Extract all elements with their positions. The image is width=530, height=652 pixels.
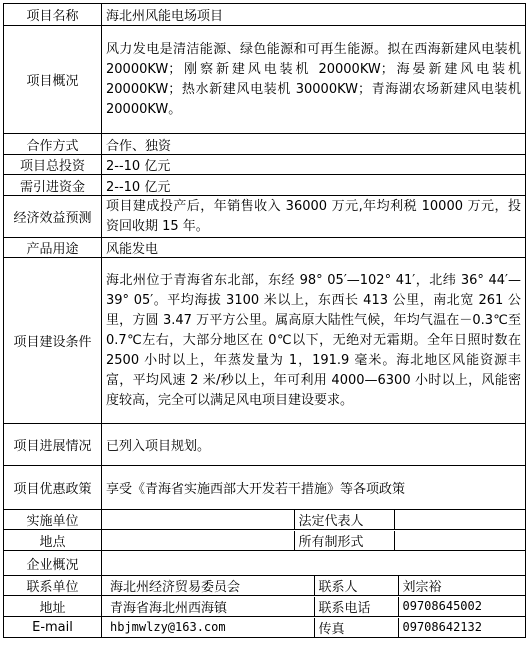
email-subtable	[106, 618, 521, 637]
cooperation-label: 合作方式	[4, 134, 102, 155]
row-overview	[4, 26, 526, 134]
funds-needed-value: 2--10 亿元	[102, 175, 526, 196]
email-label: E-mail	[4, 617, 102, 638]
progress-value: 已列入项目规划。	[102, 424, 526, 466]
contact-person-label: 联系人	[314, 576, 398, 595]
address-subtable	[106, 597, 521, 616]
project-info-table	[3, 3, 526, 638]
row-company-overview	[4, 551, 526, 576]
funds-needed-label: 需引进资金	[4, 175, 102, 196]
email-value: hbjmwlzy@163.com	[110, 620, 226, 634]
row-address	[4, 596, 526, 617]
row-product-use	[4, 238, 526, 258]
company-overview-label: 企业概况	[4, 551, 102, 576]
phone-value: 09708645002	[398, 597, 521, 616]
progress-label: 项目进展情况	[4, 424, 102, 466]
economic-benefit-label: 经济效益预测	[4, 196, 102, 238]
implementing-unit-cell	[102, 510, 526, 530]
row-total-investment	[4, 155, 526, 175]
implementing-unit-subtable	[106, 510, 521, 529]
policy-value: 享受《青海省实施西部大开发若干措施》等各项政策	[102, 466, 526, 510]
contact-unit-value: 海北州经济贸易委员会	[110, 580, 241, 595]
policy-label: 项目优惠政策	[4, 466, 102, 510]
contact-person-value: 刘宗裕	[398, 576, 521, 595]
location-label: 地点	[4, 530, 102, 551]
fax-value: 09708642132	[398, 618, 521, 637]
ownership-value	[394, 531, 521, 550]
phone-label: 联系电话	[314, 597, 398, 616]
construction-conditions-label: 项目建设条件	[4, 258, 102, 424]
address-value: 青海省海北州西海镇	[110, 600, 228, 616]
email-cell	[102, 617, 526, 638]
address-label: 地址	[4, 596, 102, 617]
legal-rep-value	[394, 510, 521, 529]
total-investment-value: 2--10 亿元	[102, 155, 526, 175]
total-investment-label: 项目总投资	[4, 155, 102, 175]
product-use-value: 风能发电	[102, 238, 526, 258]
row-location	[4, 530, 526, 551]
row-economic-benefit	[4, 196, 526, 238]
cooperation-value: 合作、独资	[102, 134, 526, 155]
company-overview-value	[102, 551, 526, 576]
location-cell	[102, 530, 526, 551]
overview-value: 风力发电是清洁能源、绿色能源和可再生能源。拟在西海新建风电装机 20000KW；刚察新建风电装机 20000KW；海晏新建风电装机 20000KW；热水新建风电装机 30000KW；青海湖农场新建风电装机 20000KW。	[102, 26, 526, 134]
contact-unit-label: 联系单位	[4, 576, 102, 596]
implementing-unit-label: 实施单位	[4, 510, 102, 530]
row-construction-conditions	[4, 258, 526, 424]
row-implementing-unit	[4, 510, 526, 530]
row-email	[4, 617, 526, 638]
row-progress	[4, 424, 526, 466]
row-contact-unit	[4, 576, 526, 596]
row-cooperation	[4, 134, 526, 155]
implementing-unit-value	[106, 510, 294, 529]
contact-unit-subtable	[106, 576, 521, 595]
legal-rep-label: 法定代表人	[294, 510, 394, 529]
row-funds-needed	[4, 175, 526, 196]
overview-label: 项目概况	[4, 26, 102, 134]
address-cell	[102, 596, 526, 617]
contact-unit-cell	[102, 576, 526, 596]
product-use-label: 产品用途	[4, 238, 102, 258]
location-subtable	[106, 531, 521, 550]
location-value	[106, 531, 294, 550]
row-project-name	[4, 4, 526, 26]
project-name-label: 项目名称	[4, 4, 102, 26]
row-policy	[4, 466, 526, 510]
ownership-label: 所有制形式	[294, 531, 394, 550]
project-name-value: 海北州风能电场项目	[102, 4, 526, 26]
fax-label: 传真	[314, 618, 398, 637]
economic-benefit-value: 项目建成投产后，年销售收入 36000 万元,年均利税 10000 万元，投资回收期 15 年。	[102, 196, 526, 238]
construction-conditions-value: 海北州位于青海省东北部，东经 98° 05′—102° 41′，北纬 36° 44′—39° 05′。平均海拔 3100 米以上，东西长 413 公里，南北宽 261 公里，方圆 3.47 万平方公里。属高原大陆性气候，年均气温在－0.3℃至 0.7℃左右，大部分地区在 0℃以下，无绝对无霜期。全年日照时数在 2500 小时以上，年蒸发量为 1，191.9 毫米。海北地区风能资源丰富，平均风速 2 米/秒以上，年可利用 4000—6300 小时以上，风能密度较高，完全可以满足风电项目建设要求。	[102, 258, 526, 424]
